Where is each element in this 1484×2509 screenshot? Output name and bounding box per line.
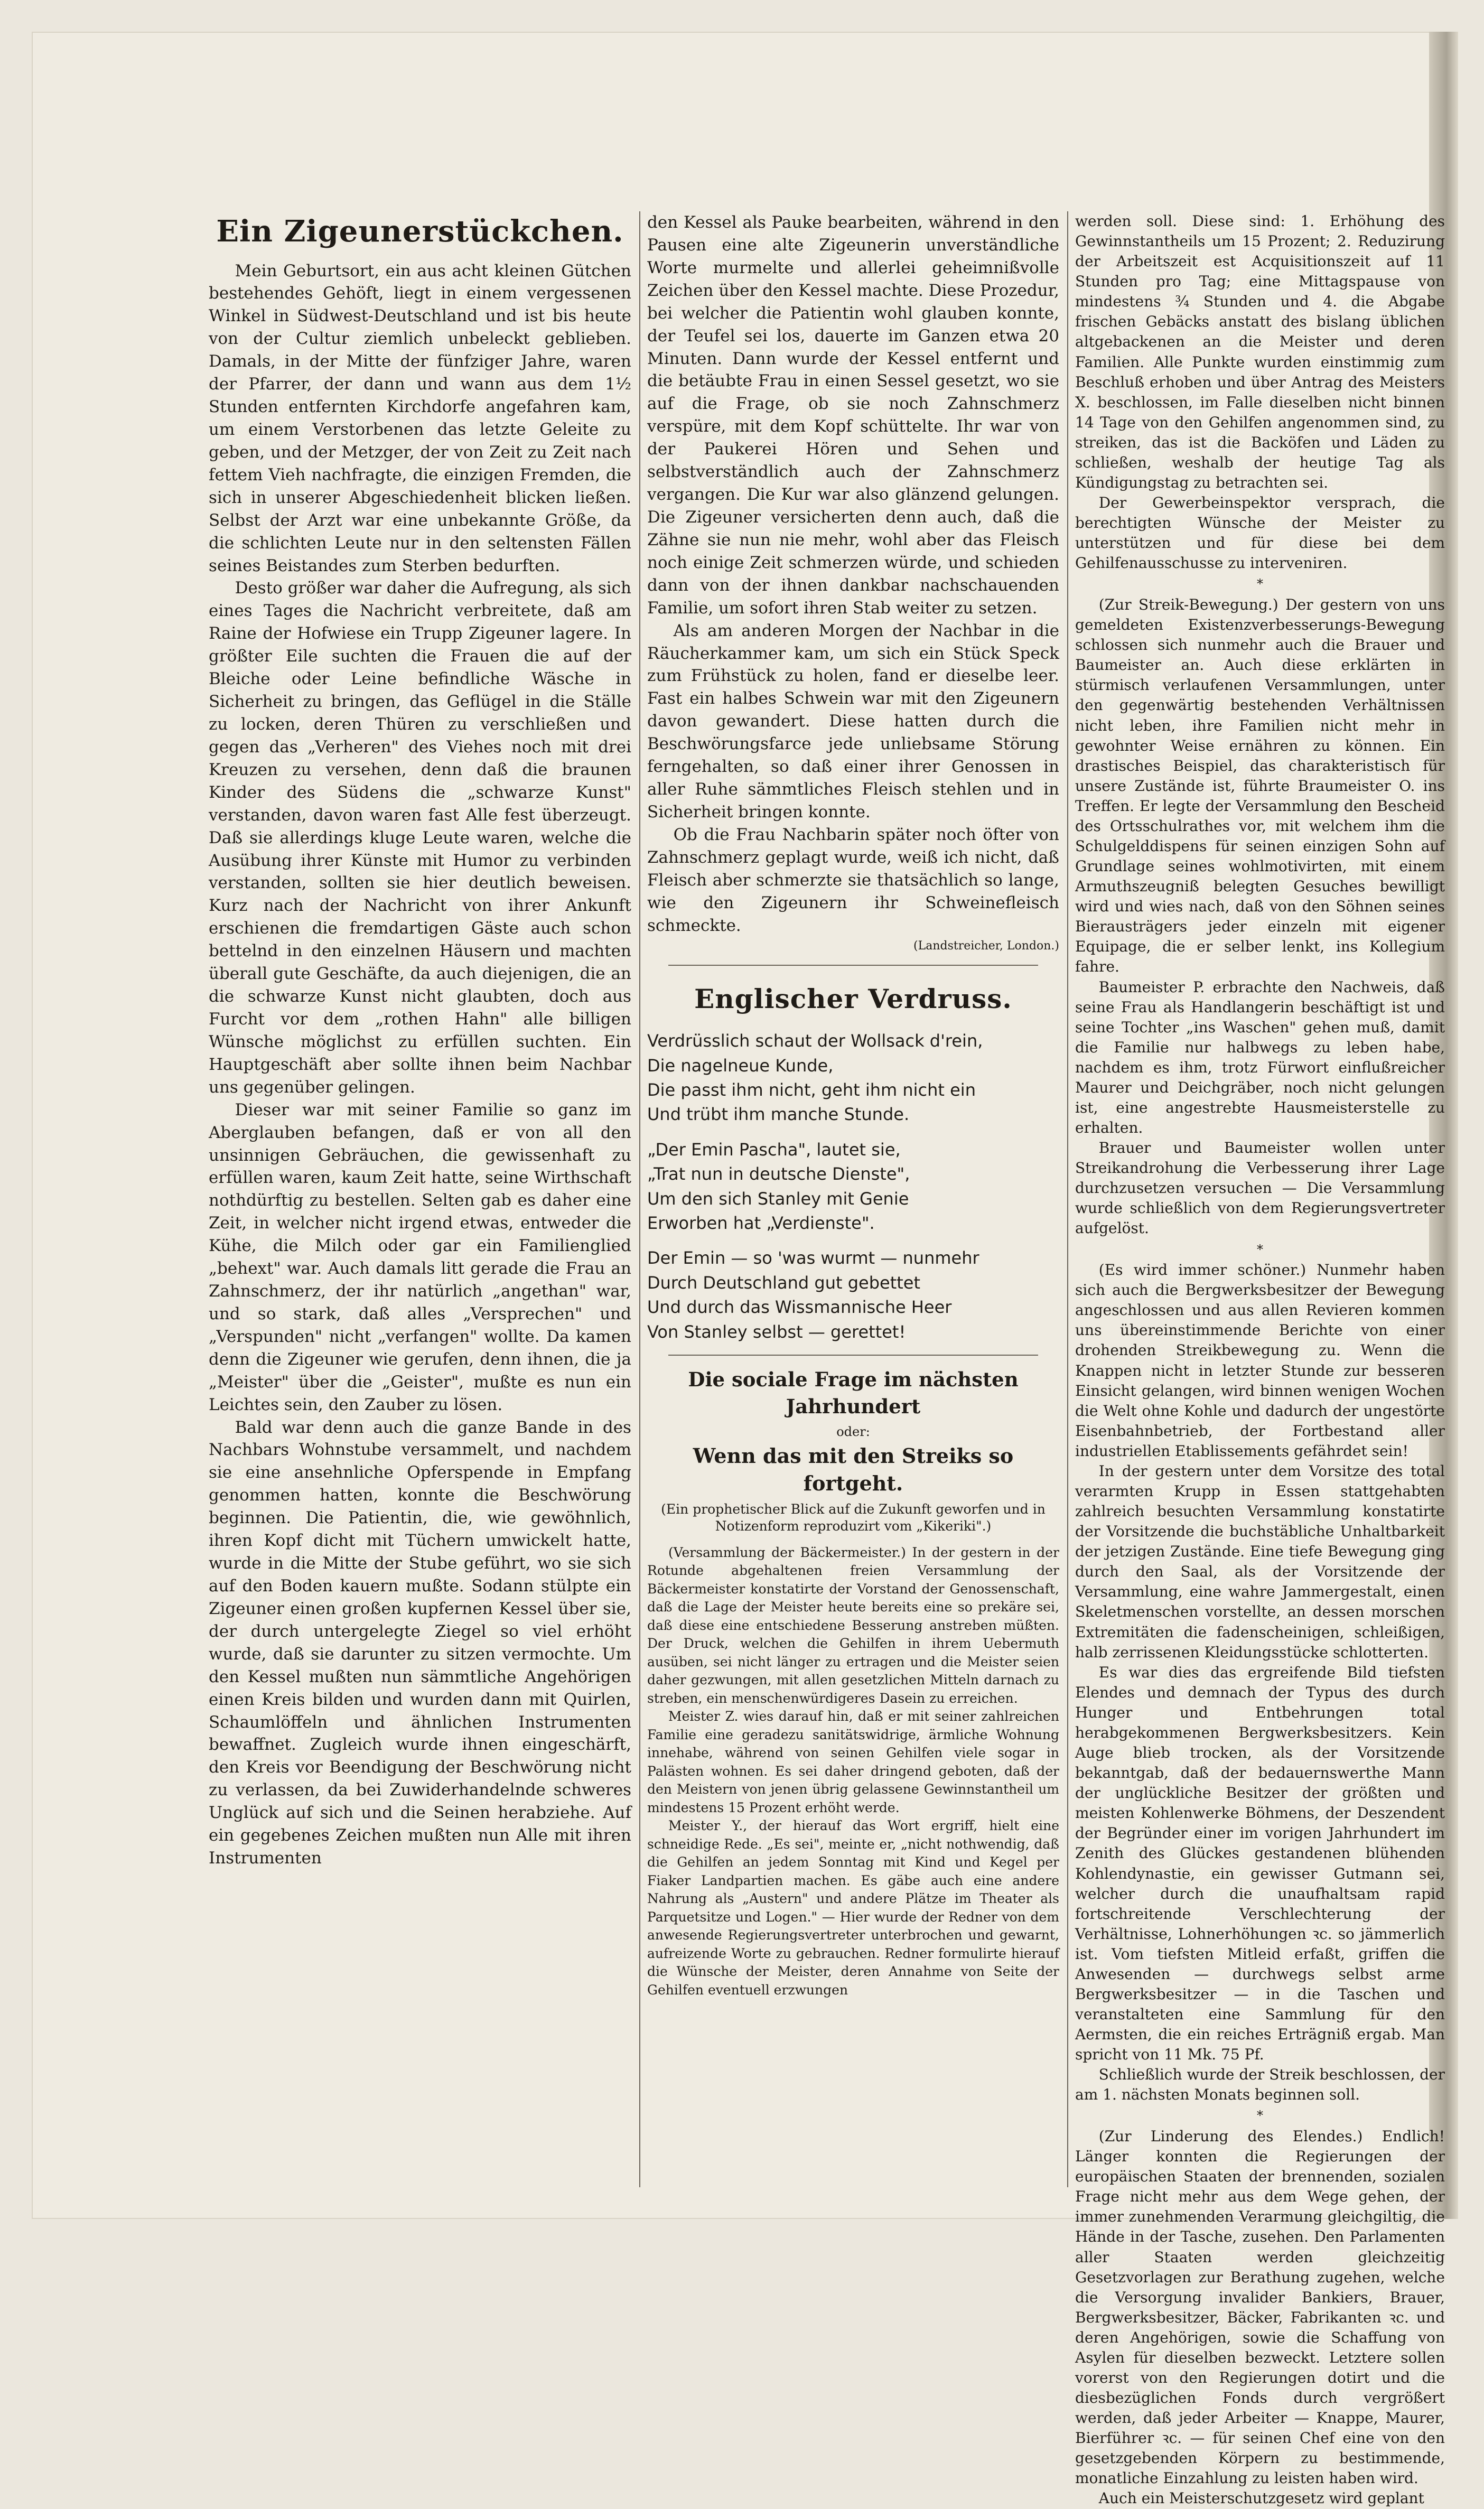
paragraph: Auch ein Meisterschutzgesetz wird geplant (1098, 2489, 1424, 2507)
paragraph: Meister Z. wies darauf hin, daß er mit seiner zahlreichen Familie eine geradezu sanitätswidrige, ärmliche Wohnung innehabe, während von seinen Gehilfen viele sogar in Palästen wohnen. Es sei daher dringend geboten, daß der den Meistern von jenen übrig gelassene Gewinnstantheil um mindestens 15 Prozent erhöht werde. (647, 1709, 1059, 1815)
paragraph: In der gestern unter dem Vorsitze des total verarmten Krupp in Essen stattgehabten zahlreich besuchten Versammlung konstatirte der Vorsitzende die buchstäbliche Unhaltbarkeit der jetzigen Zustände. Eine tiefe Bewegung ging durch den Saal, als der Vorsitzende der Versammlung, eine wahre Jammergestalt, einen Skeletmenschen vorstellte, an dessen morschen Extremitäten die fadenscheinigen, schleißigen, halb zerrissenen Kleidungsstücke schlotterten. (1075, 1462, 1445, 1661)
paragraph: Baumeister P. erbrachte den Nachweis, daß seine Frau als Handlangerin beschäftigt ist und seine Tochter „ins Waschen" gehen muß, damit die Familie nur halbwegs zu leben habe, nachdem es ihm, trotz Fürwort einflußreicher Maurer und Deichgräber, noch nicht gelungen ist, eine angestrebte Hausmeisterstelle zu erhalten. (1075, 978, 1445, 1137)
poem-line: Von Stanley selbst — gerettet! (647, 1321, 906, 1342)
paragraph: Als am anderen Morgen der Nachbar in die Räucherkammer kam, um sich ein Stück Speck zum Frühstück zu holen, fand er dieselbe leer. Fast ein halbes Schwein war mit den Zigeunern davon gewandert. Diese hatten durch die Beschwörungsfarce jede unliebsame Störung ferngehalten, so daß einer ihrer Genossen in aller Ruhe sämmtliches Fleisch stehlen und in Sicherheit bringen konnte. (647, 621, 1059, 822)
section-subtitle: Wenn das mit den Streiks so fortgeht. (693, 1443, 1014, 1496)
paragraph: Schließlich wurde der Streik beschlossen, der am 1. nächsten Monats beginnen soll. (1075, 2066, 1445, 2104)
paragraph: (Zur Streik-Bewegung.) Der gestern von uns gemeldeten Existenzverbesserungs-Bewegung schlossen sich nunmehr auch die Brauer und Baumeister an. Auch diese erklärten in stürmisch verlaufenen Versammlungen, unter den gegenwärtig bestehenden Verhältnissen nicht leben, ihre Familien nicht mehr in gewohnter Weise ernähren zu können. Ein drastisches Beispiel, das charakteristisch für unsere Zustände ist, führte Braumeister O. ins Treffen. Er legte der Versammlung den Bescheid des Ortsschulrathes vor, mit welchem ihm die Schulgelddispens für seinen einzigen Sohn auf Grundlage seines wohlmotivirten, mit einem Armuthszeugniß belegten Gesuches bewilligt wird und wies nach, daß von den Söhnen seines Bierausträgers jeder einzeln mit eigener Equipage, die er selber lenkt, ins Kollegium fahre. (1075, 596, 1445, 976)
poem-line: Der Emin — so 'was wurmt — nunmehr (647, 1248, 979, 1269)
column-1 (209, 211, 631, 2187)
separator-star: * (1257, 2108, 1263, 2123)
separator-star: * (1257, 576, 1263, 592)
poem-line: „Trat nun in deutsche Dienste", (647, 1164, 910, 1184)
source-credit: (Landstreicher, London.) (913, 939, 1059, 953)
column-rule (639, 211, 640, 2187)
paragraph: Brauer und Baumeister wollen unter Streikandrohung die Verbesserung ihrer Lage durchzusetzen versuchen — Die Versammlung wurde schließlich von dem Regierungsvertreter aufgelöst. (1075, 1139, 1445, 1237)
poem-line: Und durch das Wissmannische Heer (647, 1297, 952, 1318)
poem-line: Und trübt ihm manche Stunde. (647, 1104, 910, 1125)
poem-stanza (647, 1137, 1059, 1236)
poem-line: Erworben hat „Verdienste". (647, 1212, 875, 1233)
section-body (647, 1544, 1059, 2000)
poem-line: „Der Emin Pascha", lautet sie, (647, 1139, 901, 1160)
poem-stanza (647, 1246, 1059, 1344)
paragraph: Mein Geburtsort, ein aus acht kleinen Gütchen bestehendes Gehöft, liegt in einem vergessenen Winkel in Südwest-Deutschland und ist bis heute von der Cultur ziemlich unbeleckt geblieben. Damals, in der Mitte der fünfziger Jahre, waren der Pfarrer, der dann und wann aus dem 1½ Stunden entfernten Kirchdorfe angefahren kam, um einem Verstorbenen das letzte Geleite zu geben, und der Metzger, der von Zeit zu Zeit nach fettem Vieh nachfragte, die einzigen Fremden, die sich in unserer Abgeschiedenheit blicken ließen. Selbst der Arzt war eine unbekannte Größe, da die schlichten Leute nur in den seltensten Fällen seines Beistandes zum Sterben bedurften. (209, 261, 631, 575)
poem-stanza (647, 1029, 1059, 1127)
article-title: Ein Zigeunerstückchen. (216, 214, 624, 249)
paragraph: Meister Y., der hierauf das Wort ergriff, hielt eine schneidige Rede. „Es sei", meinte er, „nicht nothwendig, daß die Gehilfen an jedem Sonntag mit Kind und Kegel per Fiaker Landpartien machen. Es gäbe auch eine andere Nahrung als „Austern" und andere Plätze im Theater als Parquetsitze und Logen." — Hier wurde der Redner von dem anwesende Regierungsvertreter unterbrochen und gewarnt, aufreizende Worte zu gebrauchen. Redner formulirte hierauf die Wünsche der Meister, deren Annahme von Seite der Gehilfen eventuell erzwungen (647, 1818, 1059, 1998)
paragraph: den Kessel als Pauke bearbeiten, während in den Pausen eine alte Zigeunerin unverständliche Worte murmelte und allerlei geheimnißvolle Zeichen über den Kessel machte. Diese Prozedur, bei welcher die Patientin wohl glauben konnte, der Teufel sei los, dauerte im Ganzen etwa 20 Minuten. Dann wurde der Kessel entfernt und die betäubte Frau in einen Sessel gesetzt, wo sie auf die Frage, ob sie noch Zahnschmerz verspüre, mit dem Kopf schüttelte. Ihr war von der Paukerei Hören und Sehen und selbstverständlich auch der Zahnschmerz vergangen. Die Kur war also glänzend gelungen. Die Zigeuner versicherten denn auch, daß die Zähne sie nun nie mehr, wohl aber das Fleisch noch einige Zeit schmerzen würde, und schieden dann von der ihnen dankbar nachschauenden Familie, um sofort ihren Stab weiter zu setzen. (647, 213, 1059, 618)
paragraph: Ob die Frau Nachbarin später noch öfter von Zahnschmerz geplagt wurde, weiß ich nicht, daß Fleisch aber schmerzte sie thatsächlich so lange, wie den Zigeunern ihr Schweinefleisch schmeckte. (647, 825, 1059, 935)
poem-line: Verdrüsslich schaut der Wollsack d'rein, (647, 1031, 983, 1051)
paragraph: Desto größer war daher die Aufregung, als sich eines Tages die Nachricht verbreitete, daß am Raine der Hofwiese ein Trupp Zigeuner lagere. In größter Eile suchten die Frauen die auf der Bleiche oder Leine befindliche Wäsche in Sicherheit zu bringen, das Geflügel in die Ställe zu locken, deren Thüren zu verschließen und gegen das „Verheren" des Viehes noch mit drei Kreuzen zu versehen, denn daß die braunen Kinder des Südens die „schwarze Kunst" verstanden, davon waren fast Alle fest überzeugt. Daß sie allerdings kluge Leute waren, welche die Ausübung ihrer Künste mit Humor zu verbinden verstanden, sollten sie hier deutlich beweisen. Kurz nach der Nachricht von ihrer Ankunft erschienen die fremdartigen Gäste auch schon bettelnd in den einzelnen Häusern und machten überall gute Geschäfte, da auch diejenigen, die an die schwarze Kunst nicht glaubten, doch aus Furcht vor dem „rothen Hahn" alle billigen Wünsche möglichst zu erfüllen suchten. Ein Hauptgeschäft aber sollte ihnen beim Nachbar uns gegenüber gelingen. (209, 579, 631, 1097)
paragraph: (Zur Linderung des Elendes.) Endlich! Länger konnten die Regierungen der europäischen Staaten der brennenden, sozialen Frage nicht mehr aus dem Wege gehen, der immer zunehmenden Verarmung gleichgiltig, die Hände in der Tasche, zusehen. Den Parlamenten aller Staaten werden gleichzeitig Gesetzvorlagen zur Berathung zugehen, welche die Versorgung invalider Bankiers, Brauer, Bergwerksbesitzer, Bäcker, Fabrikanten ꝛc. und deren Angehörigen, sowie die Schaffung von Asylen für dieselben bezweckt. Letztere sollen vorerst von den Regierungen dotirt und die diesbezüglichen Fonds durch vergrößert werden, daß jeder Arbeiter — Knappe, Maurer, Bierführer ꝛc. — für seinen Chef eine von den gesetzgebenden Körpern zu bestimmende, monatliche Einzahlung zu leisten haben wird. (1075, 2128, 1445, 2487)
section-or: oder: (836, 1424, 870, 1440)
paragraph: Bald war denn auch die ganze Bande in des Nachbars Wohnstube versammelt, und nachdem sie eine ansehnliche Opferspende in Empfang genommen hatten, konnte die Beschwörung beginnen. Die Patientin, die, wie gewöhnlich, ihren Kopf dicht mit Tüchern umwickelt hatte, wurde in die Mitte der Stube geführt, wo sie sich auf den Boden kauern mußte. Sodann stülpte ein Zigeuner einen großen kupfernen Kessel über sie, der durch untergelegte Ziegel so viel erhöht wurde, daß sie darunter zu sitzen vermochte. Um den Kessel mußten nun sämmtliche Angehörigen einen Kreis bilden und wurden dann mit Quirlen, Schaumlöffeln und ähnlichen Instrumenten bewaffnet. Zugleich wurde ihnen eingeschärft, den Kreis vor Beendigung der Beschwörung nicht zu verlassen, da bei Zuwiderhandelnde schweres Unglück auf sich und die Seinen herabziehe. Auf ein gegebenes Zeichen mußten nun Alle mit ihren Instrumenten (209, 1417, 631, 1868)
paragraph: werden soll. Diese sind: 1. Erhöhung des Gewinnstantheils um 15 Prozent; 2. Reduzirung der Arbeitszeit est Acquisitionszeit auf 11 Stunden pro Tag; eine Mittagspause von mindestens ¾ Stunden und 4. die Abgabe frischen Gebäcks anstatt des bislang üblichen altgebackenen an die Meister und deren Familien. Alle Punkte wurden einstimmig zum Beschluß erhoben und über Antrag des Meisters X. beschlossen, im Falle dieselben nicht binnen 14 Tage von den Gehilfen angenommen sind, zu streiken, das ist die Backöfen und Läden zu schließen, weshalb der heutige Tag als Kündigungstag zu betrachten sei. (1075, 212, 1445, 492)
section-title: Die sociale Frage im nächsten Jahrhundert (688, 1367, 1019, 1419)
poem-line: Die passt ihm nicht, geht ihm nicht ein (647, 1080, 976, 1100)
paragraph: Dieser war mit seiner Familie so ganz im Aberglauben befangen, daß er von all den unsinnigen Gebräuchen, die gewissenhaft zu erfüllen waren, kaum Zeit hatte, seine Wirthschaft nothdürftig zu bestellen. Selten gab es daher eine Zeit, in welcher nicht irgend etwas, entweder die Kühe, die Milch oder gar ein Familienglied „behext" war. Auch damals litt gerade die Frau an Zahnschmerz, der ihr natürlich „angethan" war, und so stark, daß alles „Versprechen" und „Verspunden" nicht „verfangen" wollte. Da kamen denn die Zigeuner wie gerufen, denn ihnen, die ja „Meister" über die „Geister", mußte es nun ein Leichtes sein, den Zauber zu lösen. (209, 1100, 631, 1414)
poem-line: Die nagelneue Kunde, (647, 1055, 834, 1076)
divider (668, 965, 1038, 966)
column-rule (1067, 211, 1068, 2187)
paragraph: Es war dies das ergreifende Bild tiefsten Elendes und demnach der Typus des durch Hunger und Entbehrungen total herabgekommenen Bergwerksbesitzers. Kein Auge blieb trocken, als der Vorsitzende bekanntgab, daß der bedauernswerthe Mann der unglückliche Besitzer der größten und meisten Kohlenwerke Böhmens, der Deszendent der Begründer einer im vorigen Jahrhundert im Zenith des Glückes gestandenen blühenden Kohlendynastie, ein gewisser Gutmann sei, welcher durch die unaufhaltsam rapid fortschreitende Verschlechterung der Verhältnisse, Lohnerhöhungen ꝛc. so jämmerlich ist. Vom tiefsten Mitleid erfaßt, griffen die Anwesenden — durchwegs selbst arme Bergwerksbesitzer — in die Taschen und veranstalteten eine Sammlung für den Aermsten, die ein reiches Erträgniß ergab. Man spricht von 11 Mk. 75 Pf. (1075, 1663, 1445, 2064)
poem-line: Um den sich Stanley mit Genie (647, 1188, 909, 1209)
poem-line: Durch Deutschland gut gebettet (647, 1272, 921, 1293)
column-2 (647, 211, 1059, 2187)
paragraph: Der Gewerbeinspektor versprach, die berechtigten Wünsche der Meister zu unterstützen und für diese bei dem Gehilfenausschusse zu interveniren. (1075, 494, 1445, 572)
paragraph: (Versammlung der Bäckermeister.) In der gestern in der Rotunde abgehaltenen freien Versammlung der Bäckermeister konstatirte der Vorstand der Genossenschaft, daß die Lage der Meister heute bereits eine so prekäre sei, daß diese eine entschiedene Besserung anstreben müßten. Der Druck, welchen die Gehilfen in ihrem Uebermuth ausüben, sei nicht länger zu ertragen und die Meister seien daher gezwungen, mit allen gesetzlichen Mitteln darnach zu streben, ein menschenwürdigeres Dasein zu erreichen. (647, 1544, 1059, 1706)
poem-title: Englischer Verdruss. (694, 983, 1012, 1014)
newspaper-page (32, 32, 1458, 2507)
column-3 (1075, 211, 1445, 2507)
section-note: (Ein prophetischer Blick auf die Zukunft geworfen und in Notizenform reproduzirt vom „Kikeriki".) (661, 1501, 1046, 1534)
separator-star: * (1257, 1242, 1263, 1257)
paragraph: (Es wird immer schöner.) Nunmehr haben sich auch die Bergwerksbesitzer der Bewegung angeschlossen und aus allen Revieren kommen uns übereinstimmende Berichte von einer drohenden Streikbewegung zu. Wenn die Knappen nicht in letzter Stunde zur besseren Einsicht gelangen, wird binnen wenigen Wochen die Welt ohne Kohle und dadurch der ungestörte Eisenbahnbetrieb, der Fortbestand aller industriellen Etablissements gefährdet sein! (1075, 1261, 1445, 1460)
divider (668, 1355, 1038, 1356)
